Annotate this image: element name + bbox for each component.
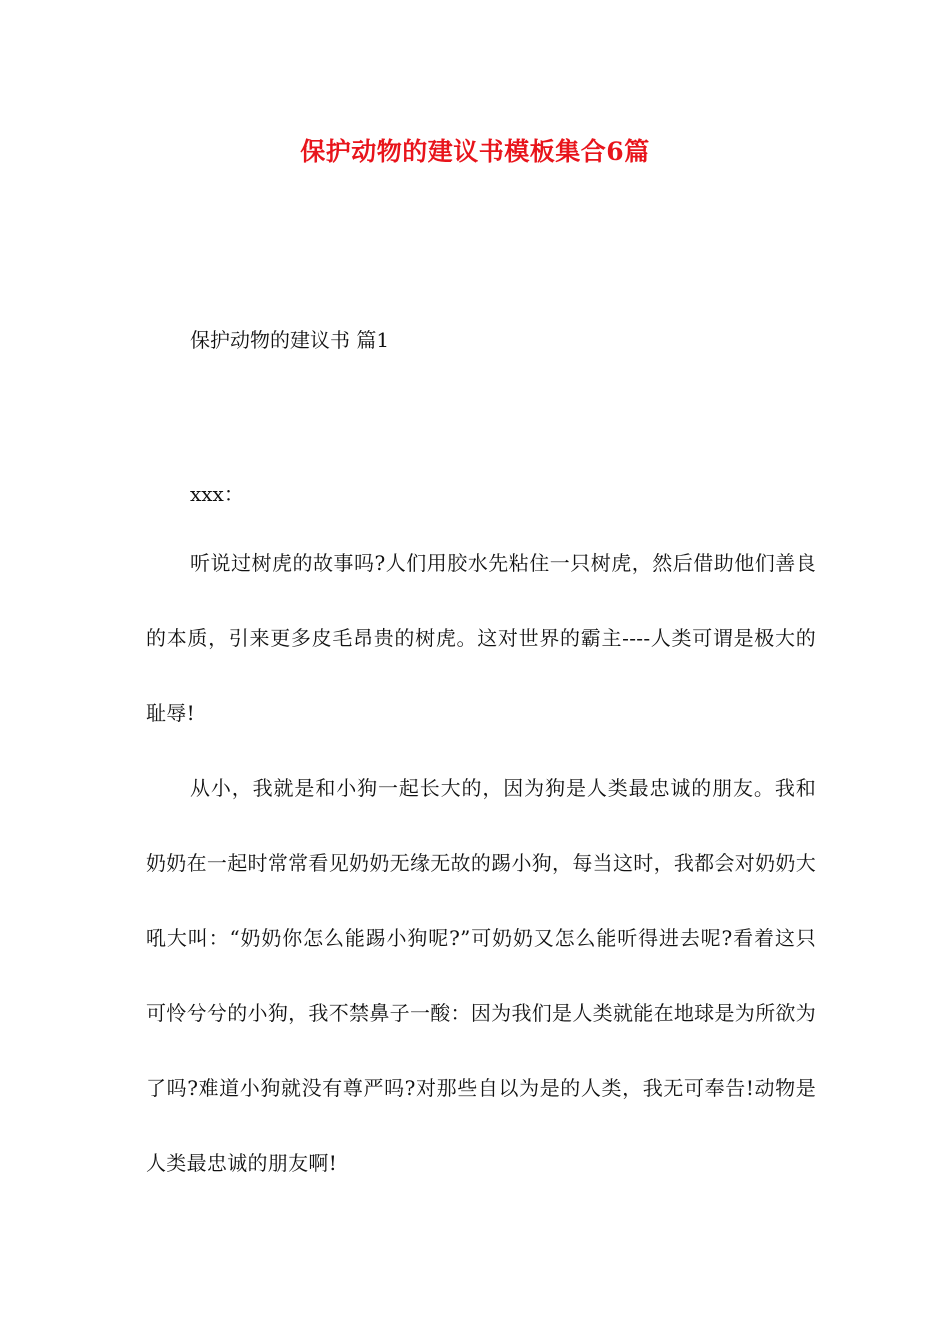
salutation: xxx： bbox=[190, 482, 244, 506]
paragraph-2: 从小，我就是和小狗一起长大的，因为狗是人类最忠诚的朋友。我和奶奶在一起时常常看见奶奶无缘无故的踢小狗，每当这时，我都会对奶奶大吼大叫：“奶奶你怎么能踢小狗呢?”可奶奶又怎么能听得进去呢?看着这只可怜兮兮的小狗，我不禁鼻子一酸：因为我们是人类就能在地球是为所欲为了吗?难道小狗就没有尊严吗?对那些自以为是的人类，我无可奉告!动物是人类最忠诚的朋友啊! bbox=[146, 776, 816, 1175]
section-heading: 保护动物的建议书 篇1 bbox=[190, 328, 390, 352]
paragraph-1: 听说过树虎的故事吗?人们用胶水先粘住一只树虎，然后借助他们善良的本质，引来更多皮毛昂贵的树虎。这对世界的霸主----人类可谓是极大的耻辱! bbox=[146, 551, 816, 725]
document-title: 保护动物的建议书模板集合6篇 bbox=[300, 137, 650, 166]
